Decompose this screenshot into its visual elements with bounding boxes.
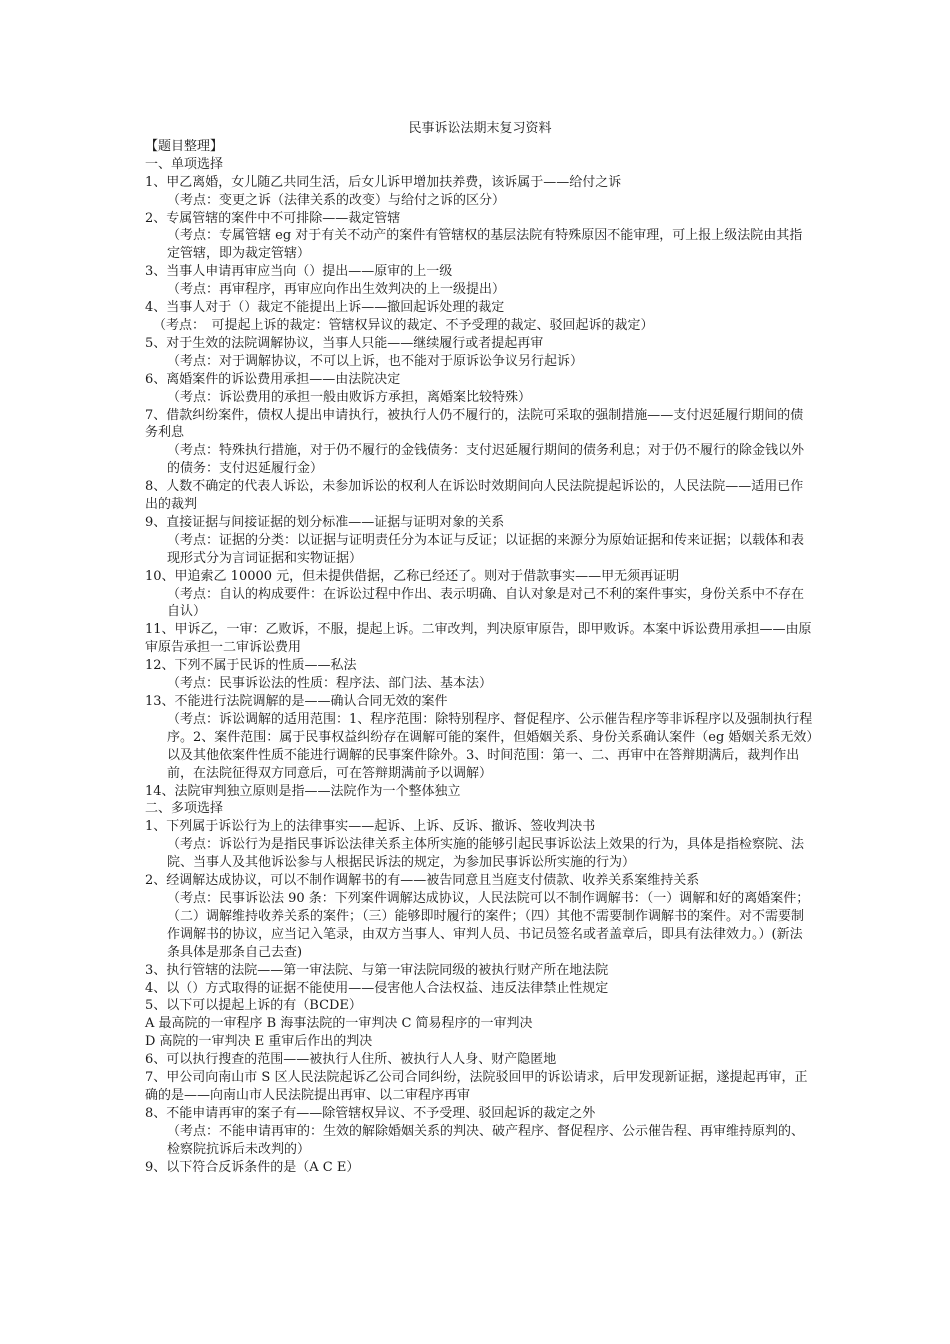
document-line: D 高院的一审判决 E 重审后作出的判决	[145, 1034, 373, 1050]
document-line: 【题目整理】	[145, 138, 224, 154]
document-line: 3、执行管辖的法院——第一审法院、与第一审法院同级的被执行财产所在地法院	[145, 962, 609, 978]
document-body	[145, 138, 815, 1177]
document-line: 5、以下可以提起上诉的有（BCDE）	[145, 998, 362, 1014]
document-line: 2、经调解达成协议，可以不制作调解书的有——被告同意且当庭支付债款、收养关系案维持关系	[145, 873, 700, 889]
document-page	[145, 120, 815, 1176]
document-line: （考点：民事诉讼法 90 条：下列案件调解达成协议，人民法院可以不制作调解书：（一）调解和好的离婚案件；（二）调解维持收养关系的案件；（三）能够即时履行的案件；（四）其他不需要制作调解书的案件。对不需要制作调解书的协议，应当记入笔录，由双方当事人、审判人员、书记员签名或者盖章后，即具有法律效力。）(新法条具体是那条自己去查)	[167, 890, 810, 960]
document-line: （考点：再审程序，再审应向作出生效判决的上一级提出）	[167, 282, 506, 298]
document-line: （考点：变更之诉（法律关系的改变）与给付之诉的区分）	[167, 192, 506, 208]
document-line: 11、甲诉乙，一审：乙败诉，不服，提起上诉。二审改判，判决原审原告，即甲败诉。本案中诉讼费用承担——由原审原告承担一二审诉讼费用	[145, 622, 812, 656]
document-line: 14、法院审判独立原则是指——法院作为一个整体独立	[145, 783, 461, 799]
document-title: 民事诉讼法期末复习资料	[408, 121, 552, 136]
document-line: 3、当事人申请再审应当向（）提出——原审的上一级	[145, 264, 453, 280]
document-line: 一、单项选择	[145, 156, 224, 172]
document-line: 8、不能申请再审的案子有——除管辖权异议、不予受理、驳回起诉的裁定之外	[145, 1105, 596, 1121]
document-line: 8、人数不确定的代表人诉讼，未参加诉讼的权利人在诉讼时效期间向人民法院提起诉讼的，人民法院——适用已作出的裁判	[145, 479, 804, 513]
document-line: （考点： 可提起上诉的裁定：管辖权异议的裁定、不予受理的裁定、驳回起诉的裁定）	[153, 317, 654, 333]
document-line: （考点：不能申请再审的：生效的解除婚姻关系的判决、破产程序、督促程序、公示催告程、再审维持原判的、检察院抗诉后未改判的）	[167, 1123, 805, 1157]
document-line: 7、借款纠纷案件，债权人提出申请执行，被执行人仍不履行的，法院可采取的强制措施——支付迟延履行期间的债务利息	[145, 407, 804, 441]
document-line: 2、专属管辖的案件中不可排除——裁定管辖	[145, 210, 401, 226]
document-line: 9、直接证据与间接证据的划分标准——证据与证明对象的关系	[145, 514, 505, 530]
document-line: 6、可以执行搜查的范围——被执行人住所、被执行人人身、财产隐匿地	[145, 1052, 557, 1068]
document-line: （考点：专属管辖 eg 对于有关不动产的案件有管辖权的基层法院有特殊原因不能审理，可上报上级法院由其指定管辖，即为裁定管辖）	[167, 228, 803, 262]
document-line: 12、下列不属于民诉的性质——私法	[145, 658, 357, 674]
document-line: 1、下列属于诉讼行为上的法律事实——起诉、上诉、反诉、撤诉、签收判决书	[145, 819, 596, 835]
document-line: （考点：诉讼费用的承担一般由败诉方承担，离婚案比较特殊）	[167, 389, 532, 405]
document-line: （考点：诉讼调解的适用范围：1、程序范围：除特别程序、督促程序、公示催告程序等非诉程序以及强制执行程序。2、案件范围：属于民事权益纠纷存在调解可能的案件，但婚姻关系、身份关系确认案件（eg 婚姻关系无效）以及其他依案件性质不能进行调解的民事案件除外。3、时间范围：第一、二、再审中在答辩期满后，裁判作出前，在法院征得双方同意后，可在答辩期满前予以调解）	[167, 711, 813, 781]
document-line: （考点：自认的构成要件：在诉讼过程中作出、表示明确、自认对象是对己不利的案件事实，身份关系中不存在自认）	[167, 586, 805, 620]
document-line: （考点：对于调解协议，不可以上诉，也不能对于原诉讼争议另行起诉）	[167, 353, 584, 369]
document-line: 二、多项选择	[145, 801, 224, 817]
document-line: 10、甲追索乙 10000 元，但未提供借据，乙称已经还了。则对于借款事实——甲无须再证明	[145, 568, 680, 584]
document-line: 5、对于生效的法院调解协议，当事人只能——继续履行或者提起再审	[145, 335, 544, 351]
document-line: 7、甲公司向南山市 S 区人民法院起诉乙公司合同纠纷，法院驳回甲的诉讼请求，后甲发现新证据，遂提起再审，正确的是——向南山市人民法院提出再审、以二审程序再审	[145, 1070, 808, 1103]
document-line: 1、甲乙离婚，女儿随乙共同生活，后女儿诉甲增加扶养费，该诉属于——给付之诉	[145, 174, 622, 190]
document-line: 9、以下符合反诉条件的是（A C E）	[145, 1159, 360, 1175]
document-line: 4、当事人对于（）裁定不能提出上诉——撤回起诉处理的裁定	[145, 300, 505, 316]
document-line: A 最高院的一审程序 B 海事法院的一审判决 C 简易程序的一审判决	[145, 1016, 533, 1032]
document-line: 13、不能进行法院调解的是——确认合同无效的案件	[145, 694, 448, 709]
document-line: （考点：诉讼行为是指民事诉讼法律关系主体所实施的能够引起民事诉讼法上效果的行为，具体是指检察院、法院、当事人及其他诉讼参与人根据民诉法的规定，为参加民事诉讼所实施的行为）	[167, 837, 805, 871]
document-line: 4、以（）方式取得的证据不能使用——侵害他人合法权益、违反法律禁止性规定	[145, 980, 609, 996]
document-line: （考点：证据的分类：以证据与证明责任分为本证与反证；以证据的来源分为原始证据和传来证据；以载体和表现形式分为言词证据和实物证据）	[167, 532, 805, 566]
document-line: （考点：特殊执行措施，对于仍不履行的金钱债务：支付迟延履行期间的债务利息；对于仍不履行的除金钱以外的债务：支付迟延履行金）	[167, 443, 805, 477]
document-line: 6、离婚案件的诉讼费用承担——由法院决定	[145, 371, 401, 387]
document-line: （考点：民事诉讼法的性质：程序法、部门法、基本法）	[167, 676, 493, 692]
